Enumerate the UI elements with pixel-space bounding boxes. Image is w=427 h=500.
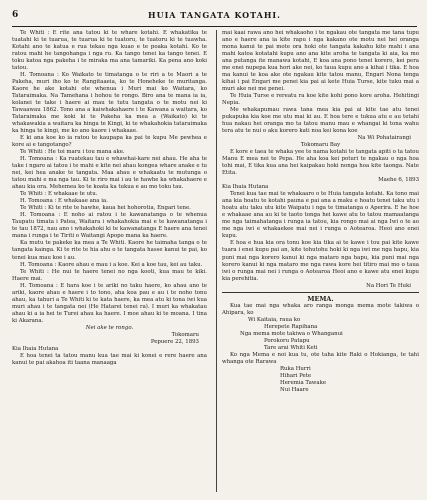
paragraph: H. Tomoana : Ka ruatekau tau e whawhai-kare nei ahau. He aha te take i ngaro ai tatou i te mahi e kite nei ahau kongea whare anake e tu nei, kei hea anake te tangata. Maa ahau e whakaatu te mutunga o tatou mahi e ma nga tau. Ki te riro mai i au te hawhe ka whakahaere e ahau kia ora. Mehemea ko te koata ka tukua e au mo toku tau. [12, 156, 207, 191]
letter-salutation: Kia Ihaia Hutana [222, 184, 269, 191]
section-heading: MEMA. [307, 294, 334, 303]
paragraph: H. Tomoana : Ko Waikato te timatanga o te riri a te Maori a te Pakeha, muri iho ko te Rangitaaeia, ko te Honeheke te muritanga. Kaore he ake kotahi ote whenua i Muri mai ko Waitara, ko Tataraimaka. Na Tamehana i hohou te rongo. Biro ana te mana ia ia, kolanei te take i haere ai mau te tutu tangata o te motu nei ki Tawaawau 1862. Tono ana a kaiwhakahaere i te Kawana a waitara, ko Tataraimaka me koki ki te Pakeha ka mea a (Waikato) ki te whakawakia a waitara ka hinga te Kingi, ki te whakahokia tataraimaka ka hinga te kingi, me ko ano kaore i whakaae. [12, 72, 207, 135]
member-list [222, 317, 419, 352]
paragraph: Te Whiti : He nui te haere tenei no nga kooti, kua mau te kiki. Haere mai. [12, 268, 207, 282]
letter-date: Maehe 6, 1893 [378, 177, 419, 184]
paragraph: mai kaai rawa ano hei whakaoho i te ngakau ote tangata me tana tupu ano e haere ana ia kite rapu i nga kakano ote motu nei hei oranga mona kanui te pai mote ora hoki ote tangata kakahu kite mahi i ana mahi katoa kotatahi kupu ano ana kite aroha te tangata ki aia, ka mo ana putanga ite manawa kotahi, E koa ana pono tenei korero, kei pera me enei nupepa kua hori ake nei, ko taua kupu ano a kihai i tika. E hoa ma kanui te koa ake ote ngakau kite tatou manu, Engari Nona tenga kihai i pai Engari me penei kia pai ai kete Huia Turse, kite tuku mai a muri ake nei me penei. [222, 30, 419, 93]
paragraph: H. Tomoana : E noho ai ratou i te kawanatanga o te whenua Taupatu timata i Patea, Waitara i whakahokia mai e te kawanatanga i te tau 1872, nau ano i whakahoki ki te kawanatanga E haere ana tenei mana i runga i te Tiriti o Waitangi Apopo mana ka haere. [12, 212, 207, 240]
list-item: Hihari Pete [280, 372, 312, 379]
letter-date: Pepuere 22, 1893 [150, 338, 199, 345]
list-item: Nga mema mote takiwa o Whanganui [240, 330, 343, 337]
right-column [222, 30, 419, 394]
paragraph: Ka mutu te pakeke ka mea a Te Whiti. Kaore he taimaha tanga o te tangata kainga. Ki te rite te hia ahu o te tangata hasse kanui te pai, ko tenei kua mau koe i au. [12, 240, 207, 261]
list-item: Wi Kaitaia, raua ko [248, 316, 301, 323]
section-rule [222, 292, 419, 293]
list-item: Heremia Tawake [280, 379, 327, 386]
list-item: Nui Haare [280, 386, 309, 393]
paragraph: Me whakapumau rawa tana mea kia pai ai kite tae atu tenei pukapuka kia koe me utu mai ki au. E hoa tere e tukua atu e au tetahi hua nakau hei oranga mo ta tatou manu mau e whangai ki tona wahu tera atu te nui o aku korero kati noa kei kona koe [222, 107, 419, 135]
list-item: Tare arai Whiti Keti [264, 344, 318, 351]
paragraph: Te Whiti : Ki te rite te hawhe, kaua hei hohorotia, Engari tene. [20, 205, 191, 212]
letter-place: Tokomaru [171, 331, 199, 338]
column-divider [216, 30, 217, 492]
left-column [12, 30, 207, 367]
paragraph: Te Whiti : E whakaae te utu. [20, 191, 98, 198]
paragraph: Ko nga Mema e noi kua tu, ote taha kite Raki o Hokianga, te tahi whanga ote Rarawa [222, 351, 419, 365]
list-item: Ruka Hurri [280, 365, 311, 372]
page-title: HUIA TANGATA KOTAHI. [148, 10, 281, 20]
paragraph: H. Tomoana : E whakaae ana ia. [20, 198, 108, 205]
header-rule [12, 26, 417, 27]
letter-salutation: Kia Ihaia Hutana [12, 345, 59, 352]
paragraph: Te Whiti : He toi maru i tou mana ake. [20, 149, 125, 156]
list-item: Porokoru Patapu [264, 337, 310, 344]
paragraph: Te Huia Turse e rereatu ra koe kite kohi pono kore aroha. Hehitingi Nepia. [222, 93, 419, 107]
paragraph: Te Whiti : E rite ana tatou ki te whare kotahi. E whakatika te tuatahi ki te tuarua, te tuarua ki te tuatoru, te tuatoru ki te tuawha. Kotahi ano te katua e rua tekau nga kuao e te poaka kotahi. Ko te ratou mahi he tangohanga i nga ru. Ka tango tenei ka tango tenei. E toku katoa nga pakeha i te miraka ma ana tamariki. Ka pena ano koki tatou. [12, 30, 207, 72]
signature: Na Hori Te Huki [366, 282, 411, 289]
paragraph: E kore e taea te whaka yee te nama kotahi te tangata apiti o ta tatou Manu E mea nei te Pepa. He aha koa kei poturi te ngakau o nga hoa tohi mai, E tika kua ana hei kaipakau hoki nonga hoa kite taonga. Nate Etita. [222, 149, 419, 177]
letter-place: Tokomaru Bay [300, 142, 341, 149]
paragraph: Kua tae mai nga whaka aro ranga monga mema mote takiwa o Ahipara, ko [222, 302, 419, 316]
member-list [222, 366, 419, 394]
paragraph: H. Tomoana : E hara koe i te ariki no taku haere, ko ahau ano te ariki, kaore ahau e haere i to tono, aha koa pau e au i te noho tonu ahau, ka tahuri a Te Whiti ki te kata haere, ka mea atu ki tona iwi kua muri ahau i te tangata nei (He Hatarei tenei ra). I muri ka whakatau ahau ki a ia hei te Turei ahau ka haere. I moe ahau ki te moana. I tina ki Akarana. [12, 282, 207, 324]
paragraph: H. Tomoana : Kaore ahau e mau i a koe. Kei a koe tau, kei au taku. [20, 261, 203, 268]
paragraph: E ki ana koe ko ia ratou te kaupapa ka pai te kupu Me pewhea e kore ai e tangotango? [12, 135, 207, 149]
page-number: 6 [12, 10, 19, 20]
paragraph: E hoa tenei ta tatou manu kua tae mai ki konei e rere haere ana kanui te pai akahoa iti taana manaaga [12, 352, 207, 366]
signoff: Nei ake te rongo. [85, 324, 134, 331]
paragraph: Tenei kua tae mai te whakaaro o te Huia tangata kotahi. Ka tono mai ana kia hoatu te kotahi pauna e pai ana a maku e hoatu tenei taku utu i hoatu atu taku utu kite Waipatu i nga te timatanga o Aperira. E he hoe e whakaae ana au ki te taoto tonga hei kawe atu to tatou mamaatanga me nga taimahatanga i runga ia tatou, kia rongo mai ai nga Iwi o te ao me nga iwi e whakaekee mai nei i runga o Aotearoa. Heoi ano enei kupu. [222, 191, 419, 240]
signature: Na Wi Pohatairangi [357, 135, 411, 142]
list-item: Herepete Rapihana [264, 323, 318, 330]
page-header [12, 10, 417, 24]
paragraph: E hoa e hua kia ora tonu koe kia tika ai te kawe i tou pai kite kawe tuara i enei kupu pai an, kite tohutohu hoki ki nga iwi me nga hapu, kia puni mai nga korero kanui ki nga mataro nga hapu, kia puni mai nga korero kanui ki nga mataro me nga rawa kore hei titiro mai mo o taua iwi o runga mai nei i runga o Aotearoa Heoi ano e kawe atu enei kupu kia perehitia. [222, 240, 419, 282]
